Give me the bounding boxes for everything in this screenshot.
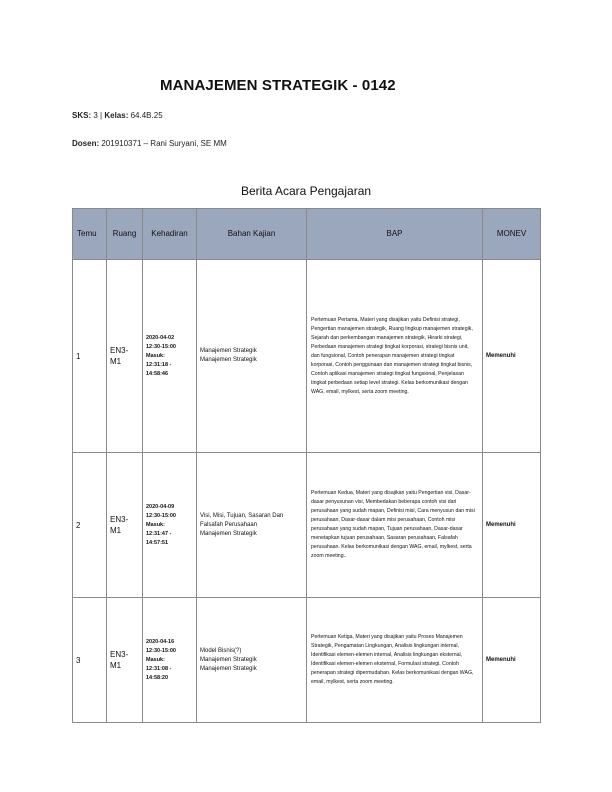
- header-kehadiran: Kehadiran: [143, 209, 197, 260]
- cell-kehadiran: 2020-04-16 12:30-15:00 Masuk: 12:31:08 - 14:58:20: [143, 598, 197, 723]
- table-row: [73, 598, 541, 723]
- header-bahan-kajian: Bahan Kajian: [197, 209, 307, 260]
- document-title: MANAJEMEN STRATEGIK - 0142: [160, 77, 396, 94]
- cell-bap: Pertemuan Ketiga, Materi yang disajikan yaitu Proses Manajemen Strategik, Pengamatan Lingkungan, Analisis lingkungan internal, Identifikasi elemen-elemen internal, Analisis lingkungan eksternal, Identifikasi elemen-elemen eksternal, Formulasi strategi, Contoh penerapan strategi dipermudahan. Kelas berkomunikasi dengan WAG, email, mylkest, serta zoom meeting.: [307, 598, 483, 723]
- cell-bahan-kajian: Manajemen Strategik Manajemen Strategik: [197, 260, 307, 453]
- section-title: Berita Acara Pengajaran: [240, 184, 372, 198]
- header-monev: MONEV: [483, 209, 541, 260]
- cell-monev: Memenuhi: [483, 260, 541, 453]
- cell-kehadiran: 2020-04-02 12:30-15:00 Masuk: 12:31:18 - 14:58:46: [143, 260, 197, 453]
- teaching-record-table: [72, 208, 541, 723]
- cell-ruang: EN3-M1: [107, 260, 143, 453]
- cell-bap: Pertemuan Kedua, Materi yang disajikan yaitu Pengertian visi, Dasar-dasar penyusunan visi, Membedakan beberapa contoh visi dari perusahaan yang sudah mapan, Definisi misi, Cara menyusun dan misi perusahaan, Dasar-dasar dalam misi perusahaan, Contoh misi perusahaan yang sudah mapan, Tujuan perusahaan, Dasar-dasar menetapkan tujuan perusahaan, Sasaran perusahaan, Falsafah perusahaan. Kelas berkomunikasi dengan WAG, email, mylkest, serta zoom meeting..: [307, 453, 483, 598]
- header-temu: Temu: [73, 209, 107, 260]
- sks-label: SKS:: [72, 111, 92, 120]
- cell-ruang: EN3-M1: [107, 453, 143, 598]
- sks-value: 3: [93, 111, 98, 120]
- cell-temu: 3: [73, 598, 107, 723]
- cell-temu: 1: [73, 260, 107, 453]
- lecturer-meta: [72, 139, 227, 148]
- cell-bahan-kajian: Model Bisnis(?) Manajemen Strategik Manajemen Strategik: [197, 598, 307, 723]
- header-bap: BAP: [307, 209, 483, 260]
- cell-monev: Memenuhi: [483, 453, 541, 598]
- dosen-label: Dosen:: [72, 139, 100, 148]
- cell-bahan-kajian: Visi, Misi, Tujuan, Sasaran Dan Falsafah Perusahaan Manajemen Strategik: [197, 453, 307, 598]
- table-header-row: [73, 209, 541, 260]
- cell-kehadiran: 2020-04-09 12:30-15:00 Masuk: 12:31:47 - 14:57:51: [143, 453, 197, 598]
- header-ruang: Ruang: [107, 209, 143, 260]
- cell-temu: 2: [73, 453, 107, 598]
- cell-ruang: EN3-M1: [107, 598, 143, 723]
- cell-monev: Memenuhi: [483, 598, 541, 723]
- separator: |: [100, 111, 105, 120]
- table-row: [73, 260, 541, 453]
- table-row: [73, 453, 541, 598]
- course-meta: [72, 111, 163, 120]
- cell-bap: Pertemuan Pertama, Materi yang disajikan yaitu Definisi strategi, Pengertian manajemen strategik, Ruang lingkup manajemen strategik, Sejarah dan perkembangan manajemen strategik, Hirarki strategi, Perbedaan manajemen strategi tingkat korporasi, strategi bisnis unit, dan fungsional, Contoh penerapan manajemen strategi tingkat korporasi, Contoh penggunaan dan manajemen strategi tingkat bisnis, Contoh aplikasi manajemen strategi tingkat fungsional, Penjelasan tingkat perbedaan setiap level strategi. Kelas berkomunikasi dengan WAG, email, mylkest, serta zoom meeting.: [307, 260, 483, 453]
- dosen-value: 201910371 – Rani Suryani, SE MM: [101, 139, 227, 148]
- kelas-label: Kelas:: [104, 111, 129, 120]
- kelas-value: 64.4B.25: [130, 111, 163, 120]
